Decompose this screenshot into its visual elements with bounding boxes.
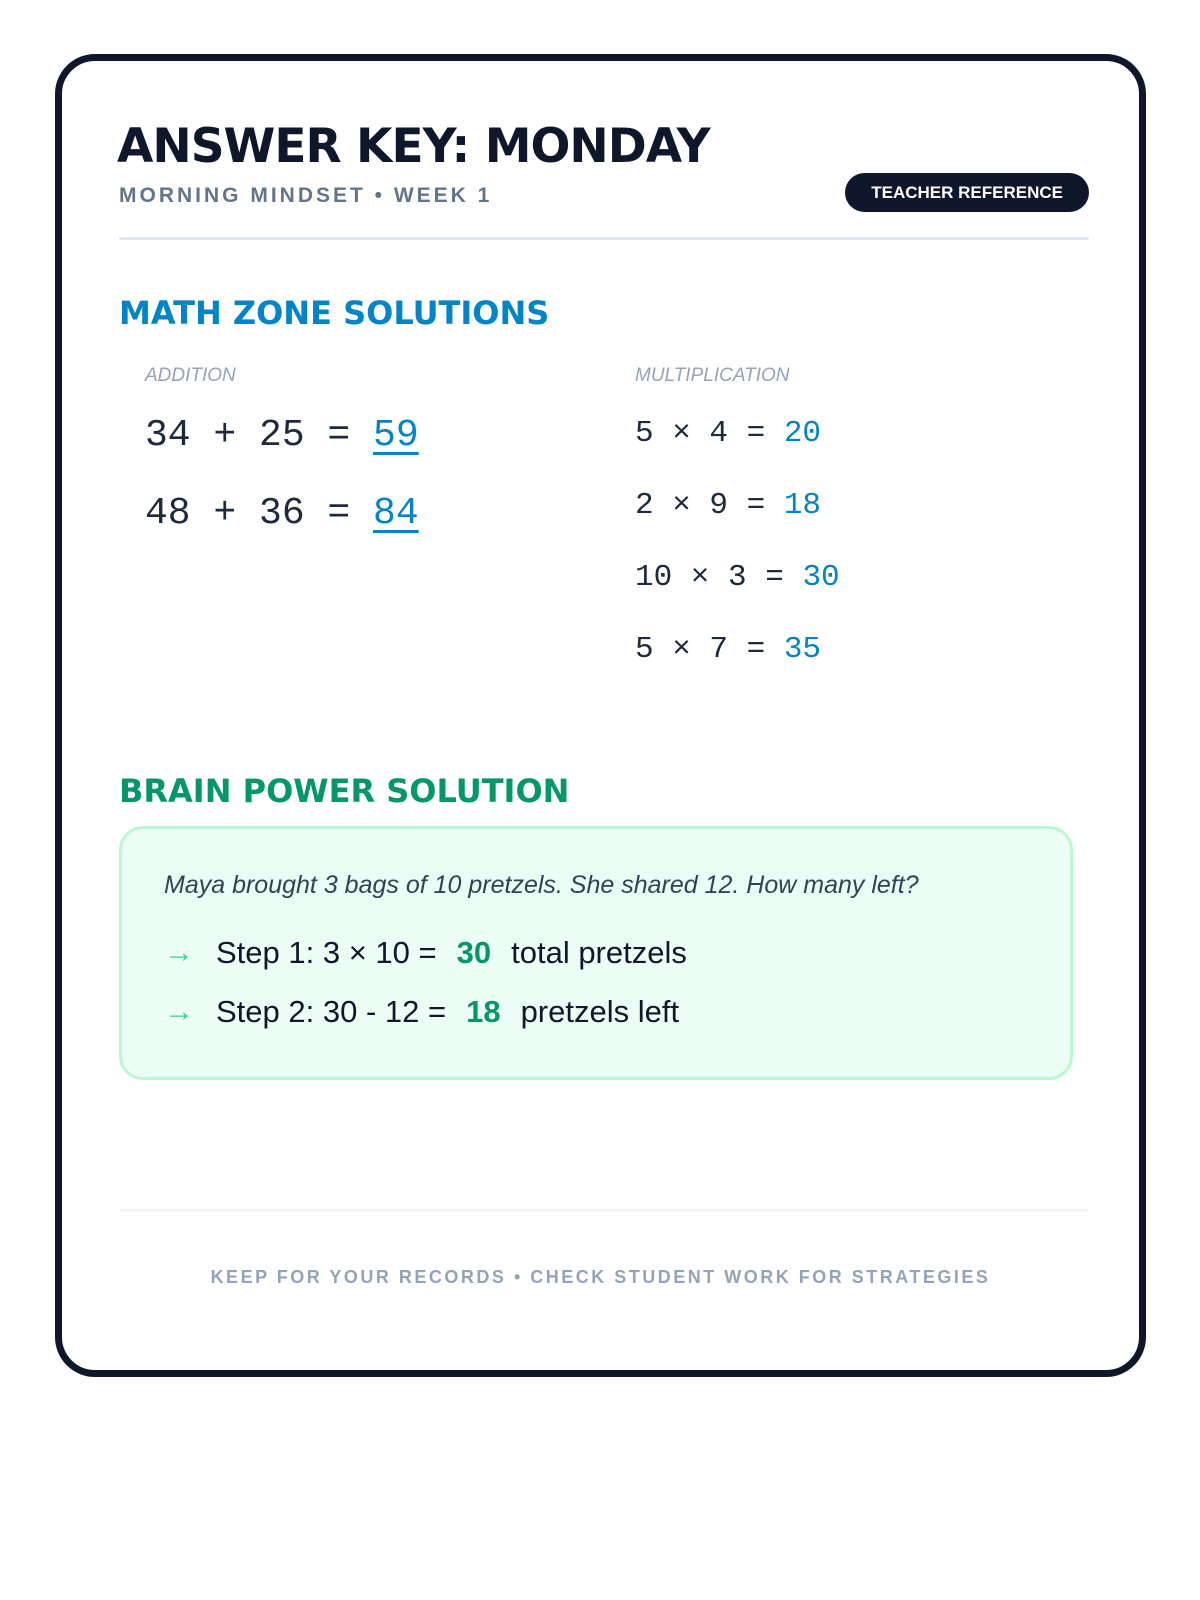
problem-answer: 84 (373, 492, 419, 535)
problem-expression: 2 × 9 = (635, 488, 784, 523)
problem-answer: 59 (373, 414, 419, 457)
footer-note: KEEP FOR YOUR RECORDS • CHECK STUDENT WORK FOR STRATEGIES (210, 1267, 991, 1287)
step-text: Step 1: 3 × 10 = (216, 935, 437, 970)
problem-expression: 34 + 25 = (145, 414, 374, 457)
multiplication-problem (635, 560, 840, 595)
addition-problem (145, 492, 419, 535)
answer-key-card (55, 54, 1146, 1377)
addition-problem (145, 414, 419, 457)
page-subtitle: MORNING MINDSET • WEEK 1 (119, 184, 493, 207)
word-problem-box (119, 826, 1073, 1080)
multiplication-problem (635, 416, 821, 451)
addition-label: ADDITION (145, 365, 236, 386)
step-value: 18 (466, 994, 501, 1029)
problem-answer: 30 (802, 560, 840, 595)
problem-answer: 18 (783, 488, 822, 523)
step-text: Step 2: 30 - 12 = (216, 994, 447, 1029)
footer-divider (119, 1209, 1089, 1211)
solution-step (164, 994, 679, 1030)
math-zone-title: MATH ZONE SOLUTIONS (119, 294, 550, 332)
header-divider (119, 237, 1089, 240)
word-problem-text: Maya brought 3 bags of 10 pretzels. She shared 12. How many left? (164, 871, 919, 899)
problem-expression: 10 × 3 = (635, 560, 803, 595)
step-suffix: pretzels left (520, 994, 680, 1029)
problem-expression: 5 × 7 = (635, 632, 784, 667)
page-title: ANSWER KEY: MONDAY (117, 119, 710, 174)
multiplication-label: MULTIPLICATION (635, 365, 790, 386)
brain-power-title: BRAIN POWER SOLUTION (119, 772, 570, 810)
solution-step (164, 935, 687, 971)
problem-answer: 20 (783, 416, 822, 451)
arrow-right-icon: → (164, 995, 194, 1028)
step-value: 30 (456, 935, 492, 970)
teacher-reference-badge: TEACHER REFERENCE (845, 173, 1089, 212)
arrow-right-icon: → (164, 936, 194, 969)
problem-expression: 48 + 36 = (145, 492, 374, 535)
problem-expression: 5 × 4 = (635, 416, 784, 451)
multiplication-problem (635, 632, 821, 667)
multiplication-problem (635, 488, 821, 523)
step-suffix: total pretzels (511, 935, 687, 970)
problem-answer: 35 (783, 632, 822, 667)
